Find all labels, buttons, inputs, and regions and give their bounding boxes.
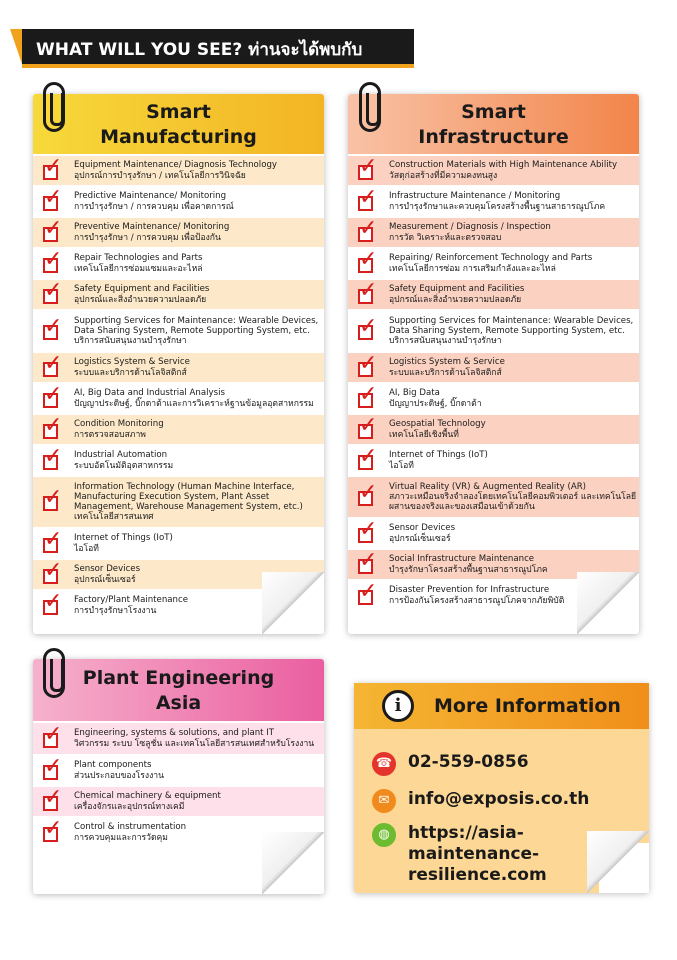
list-item-en: Logistics System & Service xyxy=(74,357,190,368)
smart-infrastructure-list xyxy=(348,154,639,634)
banner-title: WHAT WILL YOU SEE? ท่านจะได้พบกับ xyxy=(36,40,363,60)
list-item-th: อุปกรณ์เซ็นเซอร์ xyxy=(74,574,136,585)
list-item-th: ระบบและบริการด้านโลจิสติกส์ xyxy=(389,367,502,378)
list-item-th: อุปกรณ์และสิ่งอำนวยความปลอดภัย xyxy=(74,294,207,305)
list-item-en: Repair Technologies and Parts xyxy=(74,253,203,264)
list-item-text xyxy=(389,419,486,439)
list-item-th: ปัญญาประดิษฐ์, บิ๊กดาต้าและการวิเคราะห์ฐานข้อมูลอุตสาหกรรม xyxy=(74,398,314,409)
list-item-th: การควบคุมและการวัดคุม xyxy=(74,832,168,843)
list-item xyxy=(348,184,639,216)
list-item-text xyxy=(389,554,548,574)
list-item-text xyxy=(389,357,505,377)
list-item-en: Repairing/ Reinforcement Technology and Parts xyxy=(389,253,593,264)
checkbox-icon: ✓ xyxy=(359,412,378,438)
checkbox-icon: ✓ xyxy=(359,246,378,272)
checkbox-icon: ✓ xyxy=(44,784,63,810)
checkbox-icon: ✓ xyxy=(359,547,378,573)
list-item-text xyxy=(74,482,324,523)
list-item-en: Preventive Maintenance/ Monitoring xyxy=(74,222,230,233)
more-information-title: More Information xyxy=(434,695,621,717)
list-item-text xyxy=(74,533,173,553)
list-item-th: การบำรุงรักษา / การควบคุม เพื่อคาดการณ์ xyxy=(74,201,234,212)
list-item xyxy=(33,311,324,351)
checkbox-icon: ✓ xyxy=(359,277,378,303)
list-item-text xyxy=(389,482,639,513)
smart-infrastructure-title-line1: Smart xyxy=(461,101,526,123)
list-item-text xyxy=(74,388,314,408)
checkbox-icon: ✓ xyxy=(44,412,63,438)
list-item-text xyxy=(389,316,639,347)
list-item-en: Control & instrumentation xyxy=(74,822,187,833)
checkbox-icon: ✓ xyxy=(44,153,63,179)
list-item-en: Plant components xyxy=(74,760,152,771)
smart-manufacturing-header xyxy=(33,94,324,154)
globe-icon: ◍ xyxy=(372,823,396,847)
header-banner xyxy=(22,29,414,64)
list-item-th: บริการสนับสนุนงานบำรุงรักษา xyxy=(74,336,187,347)
list-item-en: Chemical machinery & equipment xyxy=(74,791,221,802)
smart-manufacturing-list xyxy=(33,154,324,634)
list-item-en: AI, Big Data xyxy=(389,388,440,399)
banner-accent-bar xyxy=(22,64,414,68)
list-item xyxy=(33,246,324,278)
list-item-text xyxy=(74,222,229,242)
email-link[interactable]: info@exposis.co.th xyxy=(408,789,590,809)
list-item-text xyxy=(389,585,564,605)
list-item-en: Industrial Automation xyxy=(74,450,168,461)
list-item xyxy=(33,526,324,558)
phone-icon: ☎ xyxy=(372,752,396,776)
checkbox-icon: ✓ xyxy=(359,314,378,339)
smart-manufacturing-title-line1: Smart xyxy=(146,101,211,123)
list-item-text xyxy=(389,191,605,211)
list-item-text xyxy=(74,791,221,811)
checkbox-icon: ✓ xyxy=(44,277,63,303)
plant-engineering-title-line2: Asia xyxy=(155,692,202,714)
list-item-en: Engineering, systems & solutions, and plant IT xyxy=(74,728,275,739)
list-item-th: วิศวกรรม ระบบ โซลูชั่น และเทคโนโลยีสารสนเทศสำหรับโรงงาน xyxy=(74,738,315,749)
smart-manufacturing-title-line2: Manufacturing xyxy=(100,126,257,148)
list-item-text xyxy=(74,419,164,439)
list-item xyxy=(348,381,639,413)
checkbox-icon: ✓ xyxy=(44,184,63,210)
list-item-text xyxy=(389,222,551,242)
paperclip-icon xyxy=(43,648,65,698)
list-item xyxy=(33,723,324,754)
list-item xyxy=(348,311,639,351)
list-item-en: Internet of Things (IoT) xyxy=(74,533,173,544)
list-item-th: เทคโนโลยีเชิงพื้นที่ xyxy=(389,429,459,440)
list-item-en: Sensor Devices xyxy=(74,564,141,575)
list-item-text xyxy=(74,191,234,211)
info-icon: i xyxy=(382,690,414,722)
list-item-en: Disaster Prevention for Infrastructure xyxy=(389,585,550,596)
list-item-text xyxy=(74,822,186,842)
list-item-text xyxy=(389,523,455,543)
list-item-th: การวัด วิเคราะห์และตรวจสอบ xyxy=(389,232,502,243)
list-item-th: อุปกรณ์การบำรุงรักษา / เทคโนโลยีการวินิจฉัย xyxy=(74,170,246,181)
list-item-text xyxy=(74,160,277,180)
list-item-th: บำรุงรักษาโครงสร้างพื้นฐานสาธารณูปโภค xyxy=(389,564,548,575)
list-item-en: Supporting Services for Maintenance: Wearable Devices, Data Sharing System, Remote Supporting System, etc. xyxy=(74,315,319,336)
checkbox-icon: ✓ xyxy=(44,588,63,614)
list-item-text xyxy=(74,357,190,377)
checkbox-icon: ✓ xyxy=(44,215,63,241)
list-item-th: ระบบและบริการด้านโลจิสติกส์ xyxy=(74,367,187,378)
list-item-th: วัสดุก่อสร้างที่มีความคงทนสูง xyxy=(389,170,498,181)
more-information-card xyxy=(354,683,649,893)
checkbox-icon: ✓ xyxy=(44,526,63,552)
list-item xyxy=(348,277,639,309)
list-item-th: อุปกรณ์และสิ่งอำนวยความปลอดภัย xyxy=(389,294,522,305)
phone-contact xyxy=(372,752,529,776)
list-item-text xyxy=(74,253,203,273)
list-item xyxy=(33,153,324,185)
list-item-en: Equipment Maintenance/ Diagnosis Technology xyxy=(74,160,277,171)
more-information-header xyxy=(354,683,649,729)
list-item-th: สภาวะเหมือนจริงจำลองโดยเทคโนโลยีคอมพิวเตอร์ และเทคโนโลยีผสานของจริงและของเสมือนเข้าด้วยกัน xyxy=(389,491,637,513)
checkbox-icon: ✓ xyxy=(44,815,63,841)
page-curl xyxy=(262,572,324,634)
list-item xyxy=(348,153,639,185)
list-item xyxy=(348,516,639,548)
list-item-text xyxy=(74,284,209,304)
email-icon: ✉ xyxy=(372,789,396,813)
list-item-th: การบำรุงรักษาและควบคุมโครงสร้างพื้นฐานสาธารณูปโภค xyxy=(389,201,606,212)
smart-infrastructure-card xyxy=(348,94,639,634)
plant-engineering-header xyxy=(33,659,324,721)
list-item-th: บริการสนับสนุนงานบำรุงรักษา xyxy=(389,336,502,347)
page-curl xyxy=(599,843,649,893)
list-item-th: การบำรุงรักษา / การควบคุม เพื่อป้องกัน xyxy=(74,232,221,243)
checkbox-icon: ✓ xyxy=(44,381,63,407)
checkbox-icon: ✓ xyxy=(359,184,378,210)
list-item-en: Condition Monitoring xyxy=(74,419,164,430)
list-item-en: Infrastructure Maintenance / Monitoring xyxy=(389,191,561,202)
list-item-th: ไอโอที xyxy=(74,543,99,554)
checkbox-icon: ✓ xyxy=(44,350,63,376)
list-item xyxy=(33,784,324,816)
list-item-en: Social Infrastructure Maintenance xyxy=(389,554,535,565)
plant-engineering-title-line1: Plant Engineering xyxy=(82,667,275,689)
checkbox-icon: ✓ xyxy=(44,246,63,272)
checkbox-icon: ✓ xyxy=(359,215,378,241)
page-curl xyxy=(577,572,639,634)
list-item xyxy=(33,443,324,475)
list-item-en: Information Technology (Human Machine Interface, Manufacturing Execution System, Plant Asset Management, Warehouse Management System, etc.) xyxy=(74,481,303,512)
list-item-text xyxy=(74,564,140,584)
phone-number[interactable]: 02-559-0856 xyxy=(408,752,529,772)
paperclip-icon xyxy=(359,82,381,132)
list-item-en: Sensor Devices xyxy=(389,523,456,534)
list-item-text xyxy=(389,284,524,304)
list-item-th: เทคโนโลยีการซ่อม การเสริมกำลังและอะไหล่ xyxy=(389,263,556,274)
smart-infrastructure-title-line2: Infrastructure xyxy=(418,126,569,148)
list-item-th: ส่วนประกอบของโรงงาน xyxy=(74,770,165,781)
checkbox-icon: ✓ xyxy=(359,578,378,604)
list-item xyxy=(33,381,324,413)
checkbox-icon: ✓ xyxy=(359,153,378,179)
list-item xyxy=(33,412,324,444)
list-item-text xyxy=(389,450,488,470)
checkbox-icon: ✓ xyxy=(359,480,378,505)
list-item-en: Measurement / Diagnosis / Inspection xyxy=(389,222,551,233)
list-item-th: ปัญญาประดิษฐ์, บิ๊กดาต้า xyxy=(389,398,482,409)
list-item-en: Safety Equipment and Facilities xyxy=(389,284,525,295)
list-item-text xyxy=(74,316,324,347)
checkbox-icon: ✓ xyxy=(44,314,63,339)
checkbox-icon: ✓ xyxy=(359,381,378,407)
list-item-en: Virtual Reality (VR) & Augmented Reality (AR) xyxy=(389,481,587,492)
checkbox-icon: ✓ xyxy=(44,557,63,583)
plant-engineering-card xyxy=(33,659,324,894)
list-item-text xyxy=(74,728,314,748)
list-item xyxy=(348,477,639,517)
list-item xyxy=(348,246,639,278)
page-curl xyxy=(262,832,324,894)
list-item-text xyxy=(389,160,617,180)
smart-manufacturing-card xyxy=(33,94,324,634)
list-item-th: การบำรุงรักษาโรงงาน xyxy=(74,605,157,616)
list-item-en: Predictive Maintenance/ Monitoring xyxy=(74,191,227,202)
list-item-th: อุปกรณ์เซ็นเซอร์ xyxy=(389,533,451,544)
list-item-text xyxy=(389,253,592,273)
list-item-en: Safety Equipment and Facilities xyxy=(74,284,210,295)
list-item-th: การตรวจสอบสภาพ xyxy=(74,429,146,440)
list-item-th: การป้องกันโครงสร้างสาธารณูปโภคจากภัยพิบัติ xyxy=(389,595,565,606)
list-item-th: ไอโอที xyxy=(389,460,414,471)
email-contact xyxy=(372,789,589,813)
list-item-en: Geospatial Technology xyxy=(389,419,486,430)
list-item-en: AI, Big Data and Industrial Analysis xyxy=(74,388,225,399)
list-item-en: Logistics System & Service xyxy=(389,357,505,368)
list-item xyxy=(33,753,324,785)
checkbox-icon: ✓ xyxy=(44,721,63,747)
list-item xyxy=(348,350,639,382)
list-item xyxy=(33,277,324,309)
list-item-text xyxy=(74,760,164,780)
list-item-th: ระบบอัตโนมัติอุตสาหกรรม xyxy=(74,460,174,471)
smart-infrastructure-header xyxy=(348,94,639,154)
paperclip-icon xyxy=(43,82,65,132)
list-item-en: Construction Materials with High Maintenance Ability xyxy=(389,160,618,171)
website-url-line1: https://asia-maintenance- xyxy=(408,823,540,864)
list-item xyxy=(33,215,324,247)
checkbox-icon: ✓ xyxy=(44,753,63,779)
checkbox-icon: ✓ xyxy=(44,443,63,469)
list-item xyxy=(348,412,639,444)
list-item-text xyxy=(74,450,173,470)
list-item-en: Factory/Plant Maintenance xyxy=(74,595,189,606)
list-item-th: เครื่องจักรและอุปกรณ์ทางเคมี xyxy=(74,801,185,812)
checkbox-icon: ✓ xyxy=(359,516,378,542)
list-item xyxy=(33,477,324,527)
list-item xyxy=(348,215,639,247)
list-item-en: Internet of Things (IoT) xyxy=(389,450,488,461)
list-item-th: เทคโนโลยีสารสนเทศ xyxy=(74,512,154,523)
list-item-en: Supporting Services for Maintenance: Wearable Devices, Data Sharing System, Remote Supporting System, etc. xyxy=(389,315,634,336)
list-item-text xyxy=(74,595,188,615)
list-item xyxy=(33,184,324,216)
checkbox-icon: ✓ xyxy=(44,485,63,510)
checkbox-icon: ✓ xyxy=(359,443,378,469)
checkbox-icon: ✓ xyxy=(359,350,378,376)
list-item xyxy=(33,350,324,382)
list-item-text xyxy=(389,388,482,408)
website-url-line2: resilience.com xyxy=(408,865,547,885)
list-item-th: เทคโนโลยีการซ่อมแซมและอะไหล่ xyxy=(74,263,203,274)
list-item xyxy=(348,443,639,475)
